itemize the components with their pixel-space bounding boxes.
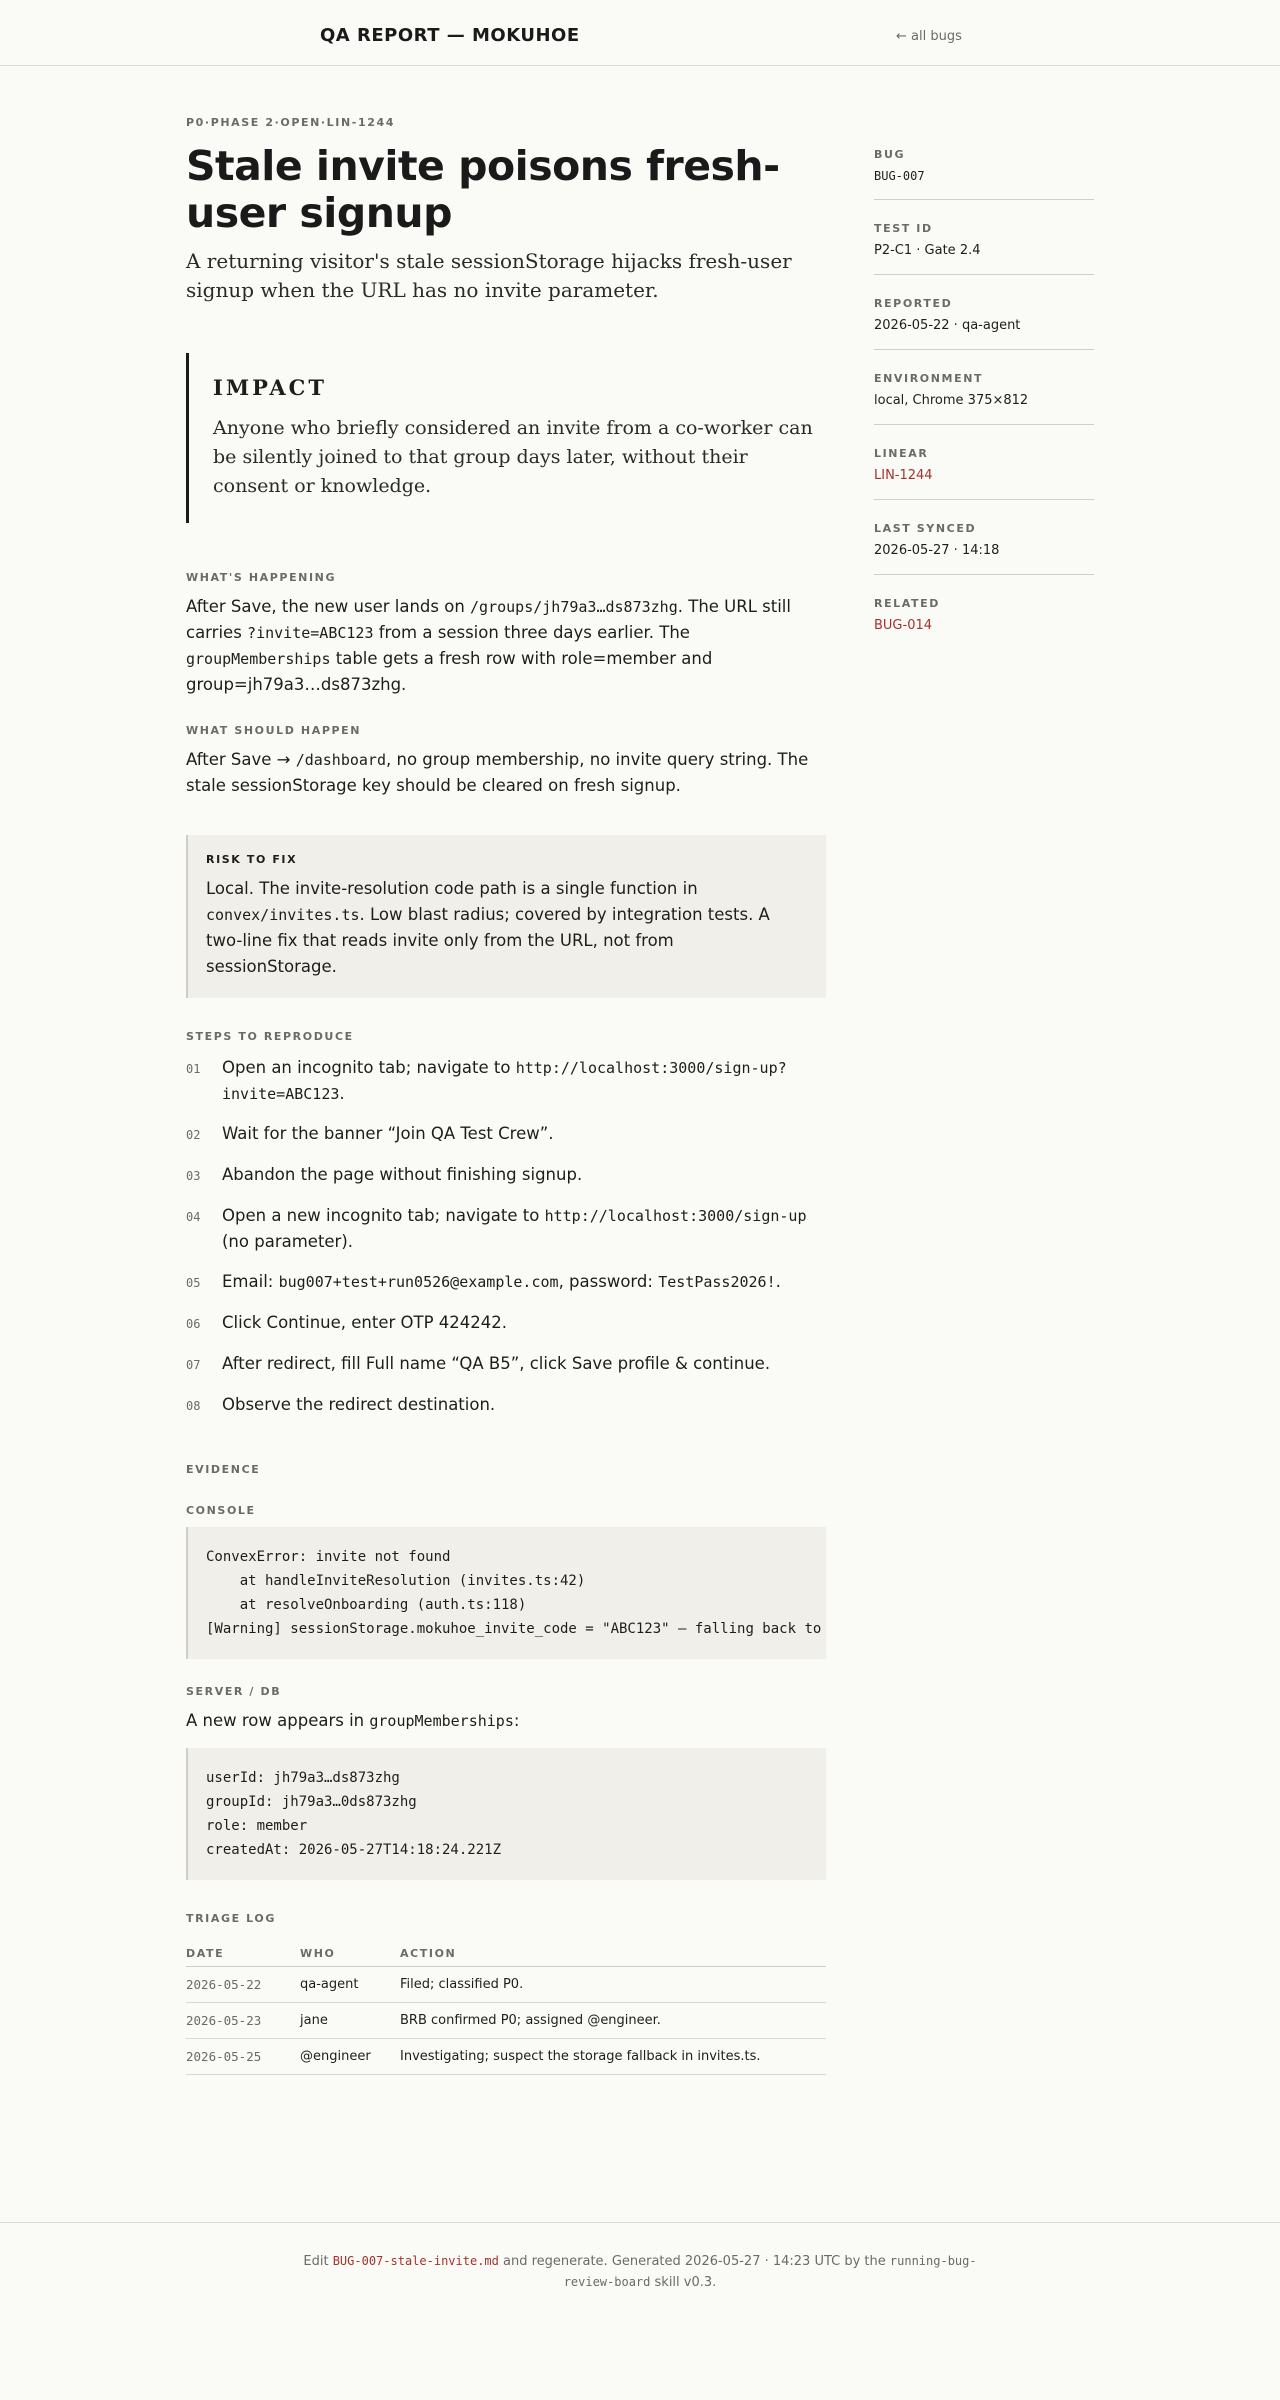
step-item: 04 Open a new incognito tab; navigate to http://localhost:3000/sign-up (no parameter). (186, 1206, 807, 1251)
step-item: 05 Email: bug007+test+run0526@example.com, password: TestPass2026!. (186, 1272, 781, 1291)
linear-issue-link[interactable]: LIN-1244 (874, 468, 933, 483)
column-header-who: WHO (300, 1941, 400, 1967)
meta-field-linear: LINEAR LIN-1244 (874, 447, 1094, 500)
triage-log-section (186, 1912, 826, 2075)
impact-heading: IMPACT (213, 375, 327, 400)
console-label: CONSOLE (186, 1504, 256, 1517)
all-bugs-link[interactable]: ← all bugs (896, 29, 962, 44)
step-item: 01 Open an incognito tab; navigate to http://localhost:3000/sign-up?invite=ABC123. (186, 1058, 787, 1103)
section-label: STEPS TO REPRODUCE (186, 1030, 354, 1043)
step-item: 07 After redirect, fill Full name “QA B5”, click Save profile & continue. (186, 1354, 771, 1373)
step-item: 08 Observe the redirect destination. (186, 1395, 496, 1414)
section-label: EVIDENCE (186, 1463, 261, 1476)
section-label: TRIAGE LOG (186, 1912, 276, 1925)
whats-happening-section (186, 571, 826, 698)
impact-callout (186, 353, 826, 523)
server-db-label: SERVER / DB (186, 1685, 282, 1698)
steps-section (186, 1030, 826, 1419)
step-item: 02 Wait for the banner “Join QA Test Crew”. (186, 1124, 554, 1143)
page-title: Stale invite poisons fresh-user signup (186, 142, 780, 237)
triage-table (186, 1941, 826, 2075)
section-label: RISK TO FIX (206, 853, 298, 866)
table-row: 2026-05-23 jane BRB confirmed P0; assigned @engineer. (186, 2003, 826, 2039)
section-label: WHAT'S HAPPENING (186, 571, 337, 584)
metadata-sidebar (874, 148, 1094, 671)
section-label: WHAT SHOULD HAPPEN (186, 724, 362, 737)
step-item: 03 Abandon the page without finishing signup. (186, 1165, 583, 1184)
site-brand: QA REPORT — MOKUHOE (320, 25, 580, 46)
bug-summary: A returning visitor's stale sessionStorage hijacks fresh-user signup when the URL has no invite parameter. (186, 249, 792, 302)
steps-list (186, 1055, 826, 1419)
whats-happening-text: After Save, the new user lands on /groups/jh79a3…ds873zhg. The URL still carries ?invite=ABC123 from a session three days earlier. The groupMemberships table gets a fresh row with role=member and group=jh79a3…ds873zhg. (186, 597, 791, 694)
footer-text: Edit BUG-007-stale-invite.md and regenerate. Generated 2026-05-27 · 14:23 UTC by the running-bug-review-board skill v0.3. (303, 2254, 977, 2290)
impact-body: Anyone who briefly considered an invite from a co-worker can be silently joined to that group days later, without their consent or knowledge. (213, 417, 813, 497)
table-row: 2026-05-22 qa-agent Filed; classified P0. (186, 1967, 826, 2003)
source-file-link[interactable]: BUG-007-stale-invite.md (332, 2254, 499, 2268)
meta-field-last-synced: LAST SYNCED 2026-05-27 · 14:18 (874, 522, 1094, 575)
meta-field-related: RELATED BUG-014 (874, 597, 1094, 649)
what-should-happen-section (186, 724, 826, 799)
meta-field-reported: REPORTED 2026-05-22 · qa-agent (874, 297, 1094, 350)
top-bar (0, 0, 1280, 66)
bug-meta-eyebrow: P0·PHASE 2·OPEN·LIN-1244 (186, 116, 395, 129)
bug-report-main (186, 116, 826, 2075)
table-row: 2026-05-25 @engineer Investigating; suspect the storage fallback in invites.ts. (186, 2039, 826, 2075)
meta-field-environment: ENVIRONMENT local, Chrome 375×812 (874, 372, 1094, 425)
console-output: ConvexError: invite not found at handleInviteResolution (invites.ts:42) at resolveOnboarding (auth.ts:118) [Warning] sessionStorage.mokuhoe_invite_code = "ABC123" — falling back to (186, 1527, 826, 1659)
risk-to-fix-panel (186, 835, 826, 998)
evidence-section (186, 1463, 826, 1880)
meta-field-bug: BUG BUG-007 (874, 148, 1094, 200)
step-item: 06 Click Continue, enter OTP 424242. (186, 1313, 508, 1332)
what-should-happen-text: After Save → /dashboard, no group membership, no invite query string. The stale sessionStorage key should be cleared on fresh signup. (186, 750, 809, 795)
db-row-output: userId: jh79a3…ds873zhg groupId: jh79a3…0ds873zhg role: member createdAt: 2026-05-27T14:18:24.221Z (186, 1748, 826, 1880)
page-footer (0, 2222, 1280, 2293)
related-bug-link[interactable]: BUG-014 (874, 618, 933, 633)
risk-text: Local. The invite-resolution code path is a single function in convex/invites.ts. Low blast radius; covered by integration tests. A two-line fix that reads invite only from the URL, not from sessionStorage. (206, 879, 770, 976)
server-db-text: A new row appears in groupMemberships: (186, 1711, 520, 1730)
column-header-action: ACTION (400, 1941, 826, 1967)
column-header-date: DATE (186, 1941, 300, 1967)
meta-field-test-id: TEST ID P2-C1 · Gate 2.4 (874, 222, 1094, 275)
